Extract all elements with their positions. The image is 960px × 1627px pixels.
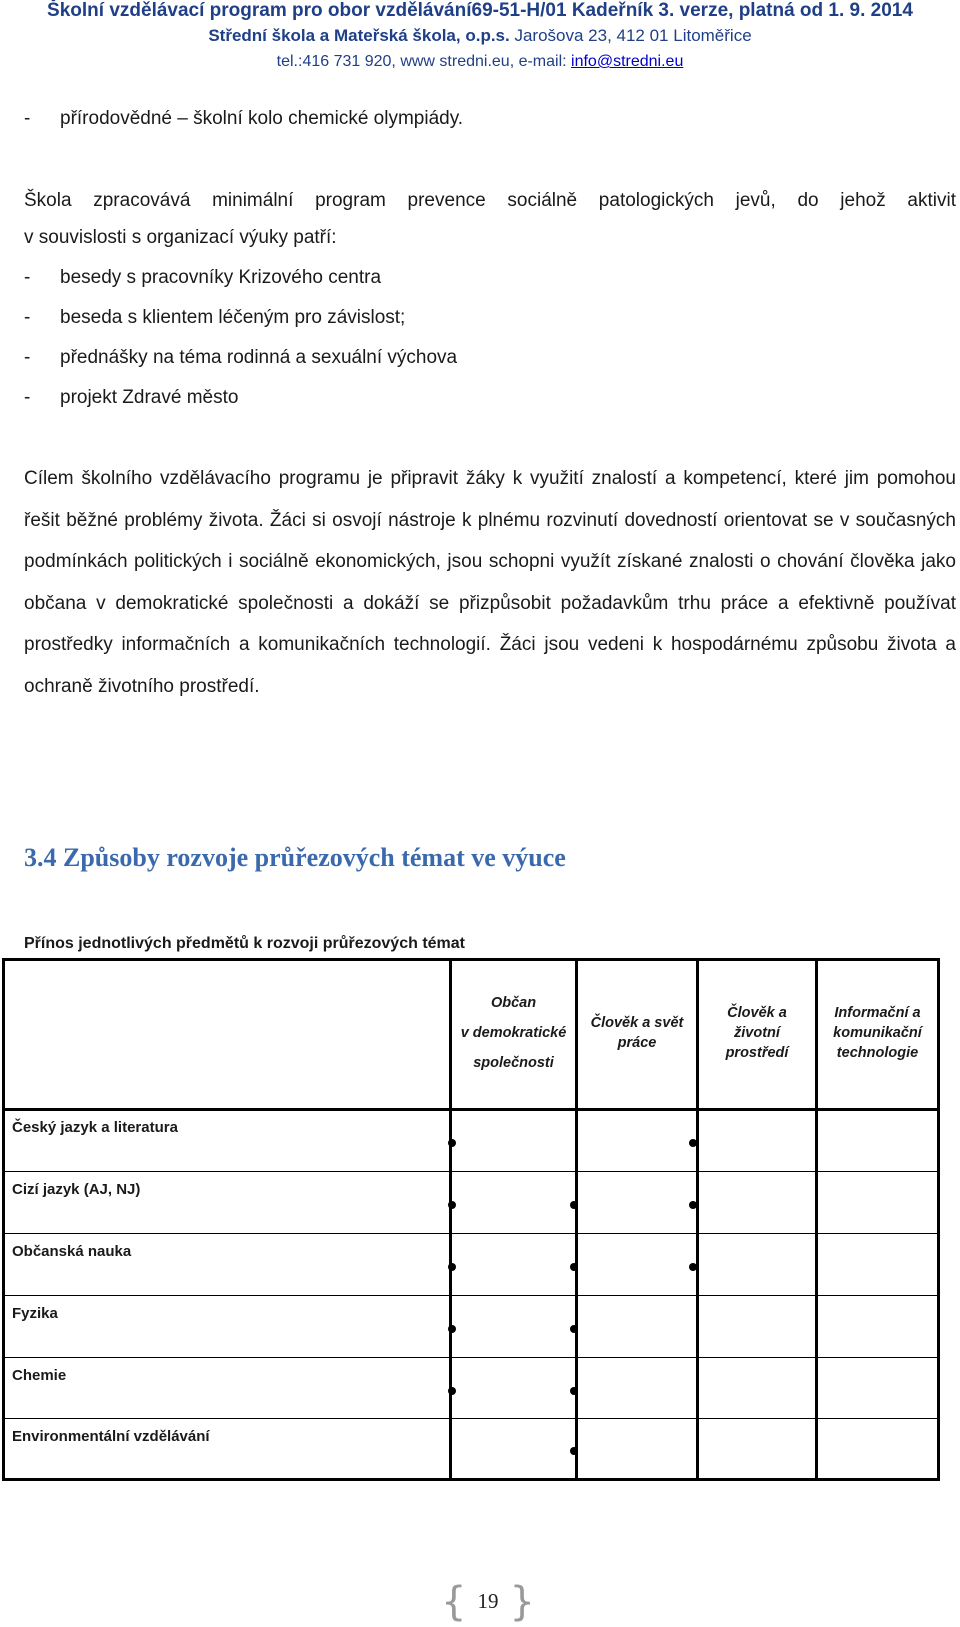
row-label: Český jazyk a literatura [12,1119,178,1136]
column-header-work [578,958,696,1108]
school-address: Jarošova 23, 412 01 Litoměřice [509,26,752,45]
column-header-line: komunikační [833,1025,922,1041]
table-col-border [2,958,5,1481]
row-label: Chemie [12,1367,67,1384]
bullet-item: besedy s pracovníky Krizového centra [60,267,382,288]
bullet-item: projekt Zdravé město [60,387,239,408]
document-header-school [0,26,960,46]
column-header-line: prostředí [725,1045,789,1061]
row-label: Občanská nauka [12,1243,132,1260]
bullet-item: beseda s klientem léčeným pro závislost; [60,307,406,328]
table-mark-dot [570,1447,578,1455]
table-mark-dot [570,1387,578,1395]
table-header-border [2,1108,940,1111]
row-label: Environmentální vzdělávání [12,1428,210,1445]
column-header-line: Člověk a [727,1005,787,1021]
left-brace-icon: { [441,1579,467,1625]
column-header-ict [818,958,937,1108]
table-mark-dot [448,1325,456,1333]
paragraph-prevention [24,180,956,258]
table-row-border [2,1171,940,1172]
table-mark-dot [448,1201,456,1209]
row-label: Fyzika [12,1305,58,1322]
bullet-dash: - [24,387,31,408]
column-header-line: Člověk a svět [590,1015,684,1031]
column-header-line: Informační a [834,1005,921,1021]
school-name: Střední škola a Mateřská škola, o.p.s. [208,26,510,45]
table-row-border [2,1233,940,1234]
column-header-citizen [452,958,575,1108]
table-row-border [2,1295,940,1296]
table-mark-dot [448,1387,456,1395]
table-mark-dot [448,1263,456,1271]
right-brace-icon: } [509,1579,535,1625]
paragraph-prevention-line1: Škola zpracovává minimální program prevence sociálně patologických jevů, do jehož aktivit [24,190,956,211]
bullet-item: přednášky na téma rodinná a sexuální výchova [60,347,458,368]
table-row-border [2,1357,940,1358]
bullet-dash: - [24,307,31,328]
row-label: Cizí jazyk (AJ, NJ) [12,1181,141,1198]
document-header-contact [0,53,960,71]
intro-item: přírodovědné – školní kolo chemické olympiády. [60,108,464,129]
table-mark-dot [689,1139,697,1147]
bullet-dash: - [24,267,31,288]
bullet-dash: - [24,347,31,368]
page-number-box [443,1580,533,1624]
intro-dash: - [24,108,31,129]
table-mark-dot [448,1139,456,1147]
column-header-line: životní [734,1025,780,1041]
column-header-line: Občan [490,995,537,1011]
paragraph-program-goal: Cílem školního vzdělávacího programu je připravit žáky k využití znalostí a kompetencí, které jim pomohou řešit běžné problémy života. Žáci si osvojí nástroje k plnému rozvinutí dovedností orientovat se v současných podmínkách politických i sociálně ekonomických, jsou schopni využít získané znalosti o chování člověka jako občana v demokratické společnosti a dokáží se přizpůsobit požadavkům trhu práce a efektivně používat prostředky informačních a komunikačních technologií. Žáci jsou vedeni k hospodárnému způsobu života a ochraně životního prostředí. [24,468,956,697]
column-header-line: práce [617,1035,657,1051]
document-header-title: Školní vzdělávací program pro obor vzdělávání69-51-H/01 Kadeřník 3. verze, platná od 1. 9. 2014 [47,0,913,21]
page-number: 19 [477,1589,499,1613]
section-title: 3.4 Způsoby rozvoje průřezových témat ve výuce [24,843,566,872]
column-header-environment [699,958,815,1108]
table-row-border [2,1418,940,1419]
table-caption: Přínos jednotlivých předmětů k rozvoji průřezových témat [24,935,465,952]
column-header-line: v demokratické [460,1025,567,1041]
contact-phone-web: tel.:416 731 920, www stredni.eu, e-mail: [276,53,572,70]
paragraph-prevention-line2: v souvislosti s organizací výuky patří: [24,226,337,248]
table-col-border [937,958,940,1481]
table-bottom-border [2,1478,940,1481]
column-header-line: společnosti [473,1055,554,1071]
email-link[interactable]: info@stredni.eu [571,53,684,70]
column-header-line: technologie [836,1045,919,1061]
cross-curricular-table [2,958,940,1481]
